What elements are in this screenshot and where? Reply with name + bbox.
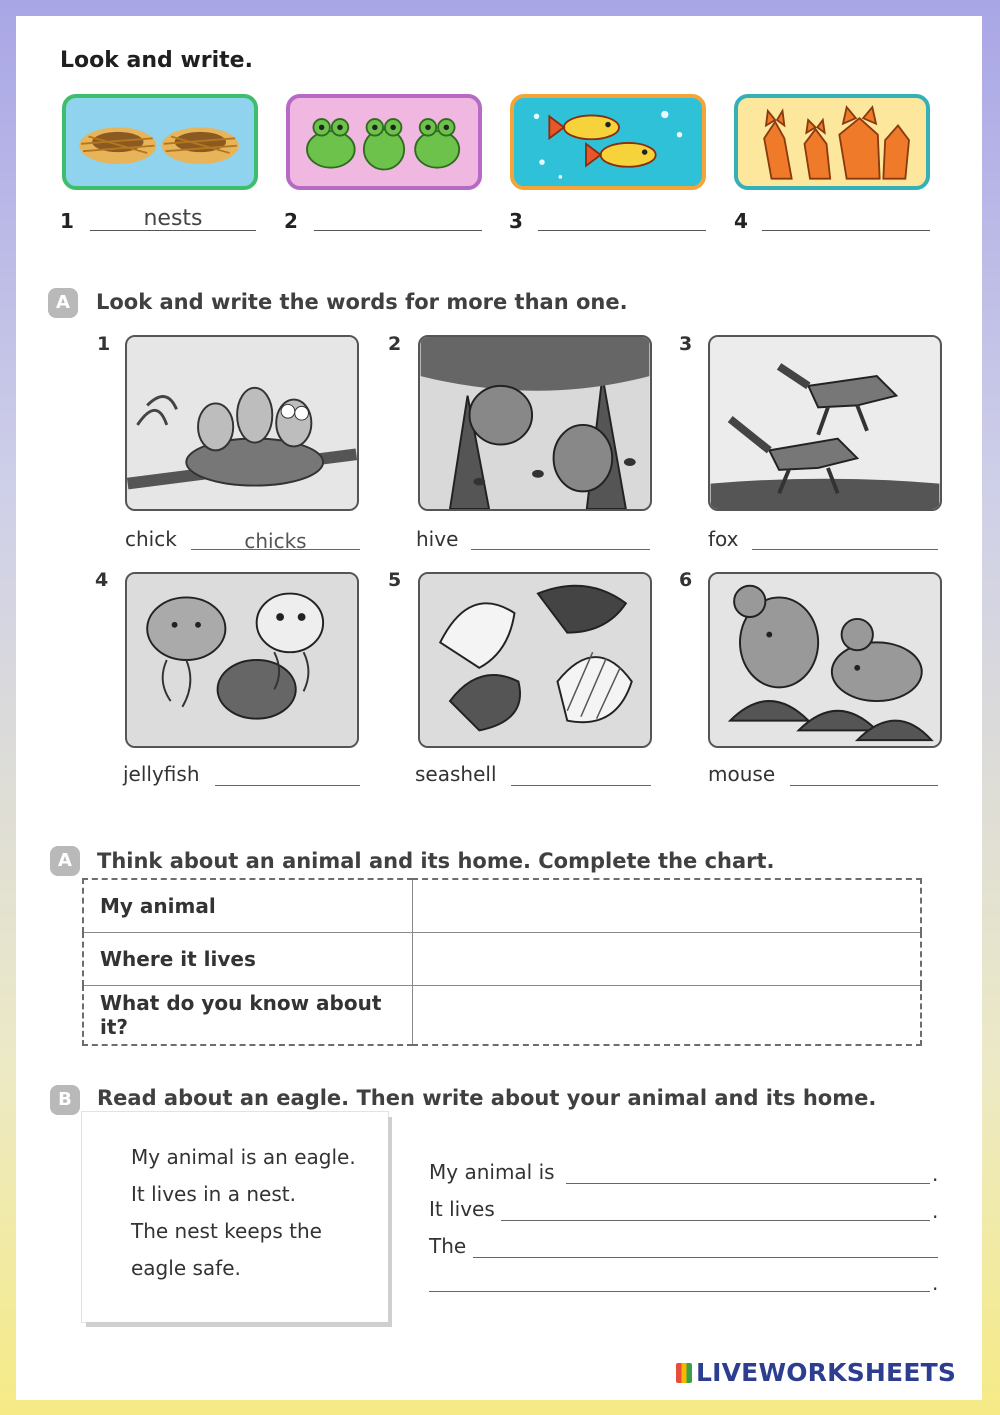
item-word: mouse xyxy=(708,762,776,786)
exercise-number: 1 xyxy=(97,333,111,355)
jellyfish-picture xyxy=(125,572,359,748)
liveworksheets-logo xyxy=(676,1358,956,1387)
fish-picture xyxy=(510,94,706,190)
item-word: hive xyxy=(416,527,459,551)
answer-blank[interactable] xyxy=(538,204,706,231)
answer-blank[interactable] xyxy=(314,204,482,231)
table-row xyxy=(83,986,921,1046)
item-number: 4 xyxy=(734,209,748,233)
exercise-number: 2 xyxy=(388,333,402,355)
liveworksheets-icon xyxy=(676,1363,692,1383)
chart-input-cell[interactable] xyxy=(413,879,922,933)
chart-label: Where it lives xyxy=(83,933,413,986)
nests-picture xyxy=(62,94,258,190)
writing-prefix: The xyxy=(429,1234,467,1258)
beehives-in-tree-picture xyxy=(418,335,652,511)
writing-line[interactable] xyxy=(473,1256,938,1258)
writing-line[interactable] xyxy=(566,1182,930,1184)
example-line: My animal is an eagle. xyxy=(131,1145,356,1169)
answer-line[interactable] xyxy=(790,784,938,786)
answer-blank[interactable] xyxy=(762,204,930,231)
seashells-picture xyxy=(418,572,652,748)
eagle-example-card xyxy=(82,1112,388,1322)
item-word: jellyfish xyxy=(123,762,200,786)
item-number: 2 xyxy=(284,209,298,233)
frogs-picture xyxy=(286,94,482,190)
answer-line[interactable] xyxy=(511,784,651,786)
example-line: It lives in a nest. xyxy=(131,1182,296,1206)
chart-input-cell[interactable] xyxy=(413,933,922,986)
running-foxes-picture xyxy=(708,335,942,511)
foxes-picture xyxy=(734,94,930,190)
section-title: Look and write the words for more than one. xyxy=(96,290,628,314)
answer-line[interactable] xyxy=(215,784,360,786)
exercise-number: 5 xyxy=(388,569,402,591)
writing-prefix: It lives xyxy=(429,1197,495,1221)
exercise-number: 6 xyxy=(679,569,693,591)
section-badge: B xyxy=(50,1085,80,1115)
table-row xyxy=(83,933,921,986)
chicks-in-nest-picture xyxy=(125,335,359,511)
item-number: 3 xyxy=(509,209,523,233)
item-word: seashell xyxy=(415,762,497,786)
exercise-number: 4 xyxy=(95,569,109,591)
answer-line[interactable] xyxy=(471,548,650,550)
section-badge: A xyxy=(50,846,80,876)
item-word: chick xyxy=(125,527,177,551)
item-word: fox xyxy=(708,527,739,551)
example-line: eagle safe. xyxy=(131,1256,241,1280)
item-number: 1 xyxy=(60,209,74,233)
answer-text: chicks xyxy=(244,529,307,553)
page-title: Look and write. xyxy=(60,48,253,73)
writing-line[interactable] xyxy=(429,1290,930,1292)
brand-text: LIVEWORKSHEETS xyxy=(696,1358,957,1387)
chart-input-cell[interactable] xyxy=(413,986,922,1046)
animal-chart xyxy=(82,878,922,1046)
answer-blank[interactable]: nests xyxy=(90,204,256,231)
answer-line[interactable] xyxy=(752,548,938,550)
writing-suffix: . xyxy=(932,1199,939,1223)
writing-line[interactable] xyxy=(501,1219,930,1221)
exercise-number: 3 xyxy=(679,333,693,355)
writing-suffix: . xyxy=(932,1271,939,1295)
table-row xyxy=(83,879,921,933)
chart-label: What do you know about it? xyxy=(100,991,382,1039)
writing-prefix: My animal is xyxy=(429,1160,555,1184)
chart-label: My animal xyxy=(83,879,413,933)
writing-suffix: . xyxy=(932,1162,939,1186)
section-badge: A xyxy=(48,288,78,318)
section-title: Read about an eagle. Then write about your animal and its home. xyxy=(97,1086,877,1110)
mice-in-leaves-picture xyxy=(708,572,942,748)
example-line: The nest keeps the xyxy=(131,1219,322,1243)
section-title: Think about an animal and its home. Complete the chart. xyxy=(97,849,775,873)
